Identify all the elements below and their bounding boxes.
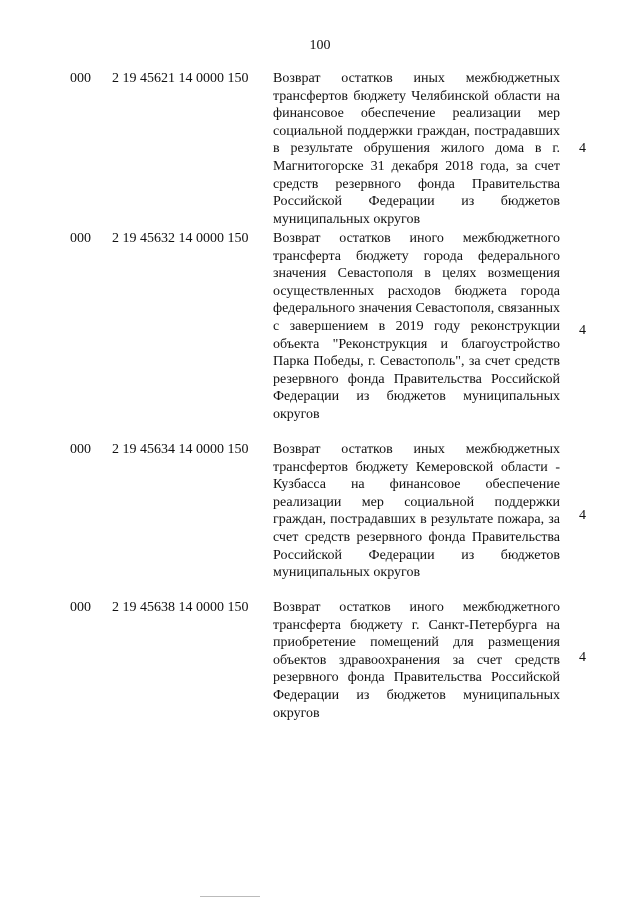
admin-code: 000 [70, 231, 91, 246]
table-row [0, 599, 640, 723]
row-amount: 4 [579, 650, 586, 665]
admin-code: 000 [70, 442, 91, 457]
budget-code: 2 19 45634 14 0000 150 [112, 442, 249, 457]
admin-code: 000 [70, 600, 91, 615]
row-amount: 4 [579, 508, 586, 523]
scan-artifact-line [200, 896, 260, 897]
row-amount: 4 [579, 323, 586, 338]
table-row [0, 70, 640, 230]
table-row [0, 230, 640, 441]
budget-code: 2 19 45638 14 0000 150 [112, 600, 249, 615]
row-description: Возврат остатков иного межбюджетного трансферта бюджету г. Санкт-Петербурга на приобретение помещений для размещения объектов здравоохранения за счет средств резервного фонда Правительства Российской Федерации из бюджетов муниципальных округов [273, 600, 560, 721]
row-description: Возврат остатков иных межбюджетных трансфертов бюджету Кемеровской области - Кузбасса на финансовое обеспечение реализации мер социальной поддержки граждан, пострадавших в результате пожара, за счет средств резервного фонда Правительства Российской Федерации из бюджетов муниципальных округов [273, 442, 560, 581]
row-description: Возврат остатков иного межбюджетного трансферта бюджету города федерального значения Севастополя в целях возмещения осуществленных расходов бюджета города федерального значения Севастополя, связанных с завершением в 2019 году реконструкции объекта "Реконструкция и благоустройство Парка Победы, г. Севастополь", за счет средств резервного фонда Правительства Российской Федерации из бюджетов муниципальных округов [273, 231, 560, 422]
row-description: Возврат остатков иных межбюджетных трансфертов бюджету Челябинской области на финансовое обеспечение реализации мер социальной поддержки граждан, пострадавших в результате обрушения жилого дома в г. Магнитогорске 31 декабря 2018 года, за счет средств резервного фонда Правительства Российской Федерации из бюджетов муниципальных округов [273, 71, 560, 227]
budget-code: 2 19 45621 14 0000 150 [112, 71, 249, 86]
admin-code: 000 [70, 71, 91, 86]
budget-code: 2 19 45632 14 0000 150 [112, 231, 249, 246]
page-number: 100 [309, 38, 331, 53]
budget-code-table [0, 70, 640, 723]
row-amount: 4 [579, 141, 586, 156]
table-row [0, 441, 640, 599]
